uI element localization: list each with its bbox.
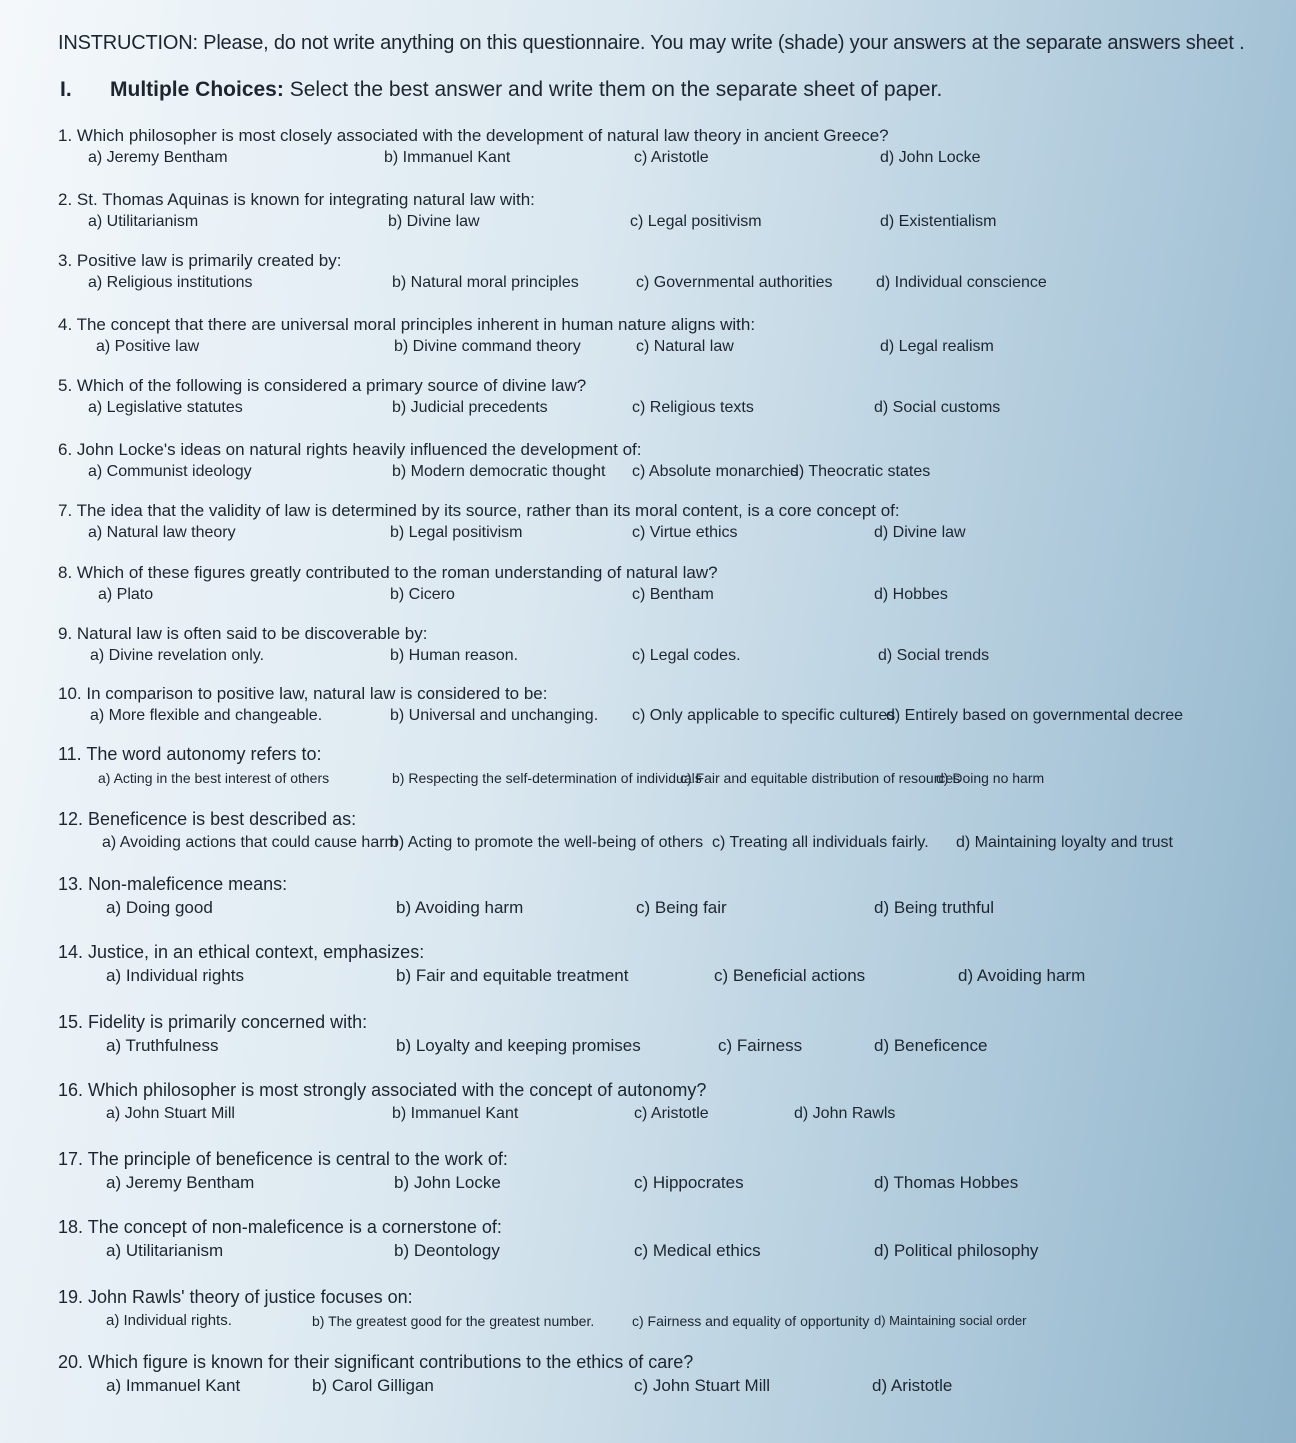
question-17 [58,1149,1278,1192]
question-15 [58,1012,1278,1055]
question-3 [58,251,1278,291]
option-d: d) Social customs [874,399,1001,416]
option-a: a) Communist ideology [88,463,252,480]
option-a: a) More flexible and changeable. [90,707,323,724]
option-d: d) Legal realism [880,338,994,355]
option-c: c) John Stuart Mill [634,1376,771,1395]
option-d: d) John Locke [880,149,981,166]
option-c: c) Legal codes. [632,647,741,664]
option-c: c) Being fair [636,898,727,917]
option-d: d) Hobbes [874,586,948,603]
question-text: 16. Which philosopher is most strongly associated with the concept of autonomy? [58,1080,707,1100]
question-text: 19. John Rawls' theory of justice focuses on: [58,1287,413,1307]
option-a: a) Individual rights [106,966,244,985]
option-c: c) Fairness and equality of opportunity [632,1313,870,1329]
question-8 [58,563,1278,603]
option-b: b) Judicial precedents [392,399,548,416]
option-a: a) John Stuart Mill [106,1105,235,1122]
question-text: 3. Positive law is primarily created by: [58,251,342,270]
option-b: b) Avoiding harm [396,898,524,917]
instruction-text: INSTRUCTION: Please, do not write anything on this questionnaire. You may write (shade) your answers at the separate answers sheet . [58,32,1245,54]
option-a: a) Natural law theory [88,524,236,541]
option-c: c) Aristotle [634,1105,709,1122]
option-b: b) Divine command theory [394,338,581,355]
question-text: 13. Non-maleficence means: [58,874,288,894]
option-d: d) Political philosophy [874,1241,1039,1260]
section-heading [60,78,942,102]
option-c: c) Legal positivism [630,213,762,230]
question-text: 8. Which of these figures greatly contributed to the roman understanding of natural law? [58,563,718,582]
question-text: 11. The word autonomy refers to: [58,744,322,764]
option-a: a) Doing good [106,898,213,917]
option-c: c) Bentham [632,586,714,603]
question-text: 14. Justice, in an ethical context, emphasizes: [58,942,425,962]
option-c: c) Fair and equitable distribution of resources [680,770,961,786]
section-title: Multiple Choices: [110,78,284,101]
option-c: c) Medical ethics [634,1241,761,1260]
option-c: c) Only applicable to specific cultures [632,707,896,724]
option-a: a) Truthfulness [106,1036,219,1055]
question-5 [58,376,1278,416]
option-a: a) Immanuel Kant [106,1376,241,1395]
option-b: b) Loyalty and keeping promises [396,1036,641,1055]
option-b: b) Natural moral principles [392,274,579,291]
option-a: a) Jeremy Bentham [106,1173,255,1192]
option-d: d) Beneficence [874,1036,988,1055]
option-c: c) Treating all individuals fairly. [712,834,929,851]
question-text: 12. Beneficence is best described as: [58,809,357,829]
option-a: a) Divine revelation only. [90,647,265,664]
option-d: d) John Rawls [794,1105,896,1122]
question-text: 4. The concept that there are universal moral principles inherent in human nature aligns with: [58,315,756,334]
option-d: d) Individual conscience [876,274,1047,291]
option-d: d) Maintaining social order [874,1313,1027,1328]
question-6 [58,440,1278,480]
question-text: 2. St. Thomas Aquinas is known for integrating natural law with: [58,190,535,209]
section-subtitle: Select the best answer and write them on the separate sheet of paper. [289,78,943,101]
question-18 [58,1217,1278,1260]
question-4 [58,315,1278,355]
question-text: 17. The principle of beneficence is central to the work of: [58,1149,508,1169]
option-b: b) Deontology [394,1241,500,1260]
question-16 [58,1080,1278,1122]
question-text: 7. The idea that the validity of law is determined by its source, rather than its moral content, is a core concept of: [58,501,900,520]
option-c: c) Religious texts [632,399,754,416]
option-a: a) Utilitarianism [106,1241,224,1260]
option-b: b) Modern democratic thought [392,463,606,480]
option-b: b) John Locke [394,1173,501,1192]
option-a: a) Religious institutions [88,274,253,291]
option-c: c) Hippocrates [634,1173,744,1192]
question-12 [58,809,1278,851]
option-b: b) Acting to promote the well-being of others [390,834,704,851]
option-d: d) Existentialism [880,213,997,230]
option-c: c) Absolute monarchies [632,463,799,480]
question-20 [58,1352,1278,1395]
question-text: 20. Which figure is known for their significant contributions to the ethics of care? [58,1352,694,1372]
option-c: c) Fairness [718,1036,803,1055]
option-d: d) Theocratic states [790,463,931,480]
option-d: d) Divine law [874,524,966,541]
option-d: d) Avoiding harm [958,966,1086,985]
question-19 [58,1287,1278,1329]
question-9 [58,624,1278,664]
option-b: b) Carol Gilligan [312,1376,434,1395]
option-d: d) Entirely based on governmental decree [886,707,1184,724]
option-a: a) Plato [98,586,154,603]
option-a: a) Individual rights. [106,1312,232,1329]
option-d: d) Social trends [878,647,990,664]
option-d: d) Being truthful [874,898,995,917]
option-b: b) Respecting the self-determination of individuals [392,770,702,786]
option-c: c) Aristotle [634,149,709,166]
option-b: b) Human reason. [390,647,519,664]
section-number: I. [60,78,72,101]
question-14 [58,942,1278,985]
question-text: 15. Fidelity is primarily concerned with: [58,1012,368,1032]
option-d: d) Thomas Hobbes [874,1173,1019,1192]
question-7 [58,501,1278,541]
option-d: d) Doing no harm [936,770,1045,786]
option-a: a) Positive law [96,338,200,355]
question-11 [58,744,1278,786]
question-10 [58,684,1278,724]
option-d: d) Maintaining loyalty and trust [956,834,1173,851]
option-c: c) Governmental authorities [636,274,833,291]
question-text: 9. Natural law is often said to be discoverable by: [58,624,428,643]
option-a: a) Avoiding actions that could cause harm [102,834,398,851]
option-b: b) Universal and unchanging. [390,707,599,724]
option-a: a) Jeremy Bentham [88,149,228,166]
option-c: c) Virtue ethics [632,524,738,541]
option-b: b) The greatest good for the greatest number. [312,1313,595,1329]
option-a: a) Acting in the best interest of others [98,770,330,786]
option-d: d) Aristotle [872,1376,953,1395]
option-b: b) Immanuel Kant [384,149,511,166]
option-b: b) Cicero [390,586,455,603]
question-text: 5. Which of the following is considered a primary source of divine law? [58,376,587,395]
question-13 [58,874,1278,917]
option-b: b) Divine law [388,213,480,230]
option-a: a) Legislative statutes [88,399,243,416]
option-c: c) Beneficial actions [714,966,866,985]
question-text: 10. In comparison to positive law, natural law is considered to be: [58,684,548,703]
option-b: b) Legal positivism [390,524,523,541]
option-b: b) Fair and equitable treatment [396,966,629,985]
question-text: 6. John Locke's ideas on natural rights heavily influenced the development of: [58,440,642,459]
option-b: b) Immanuel Kant [392,1105,519,1122]
question-2 [58,190,1278,230]
question-text: 18. The concept of non-maleficence is a cornerstone of: [58,1217,502,1237]
question-1 [58,126,1278,166]
option-a: a) Utilitarianism [88,213,199,230]
question-text: 1. Which philosopher is most closely associated with the development of natural law theory in ancient Greece? [58,126,889,145]
option-c: c) Natural law [636,338,734,355]
